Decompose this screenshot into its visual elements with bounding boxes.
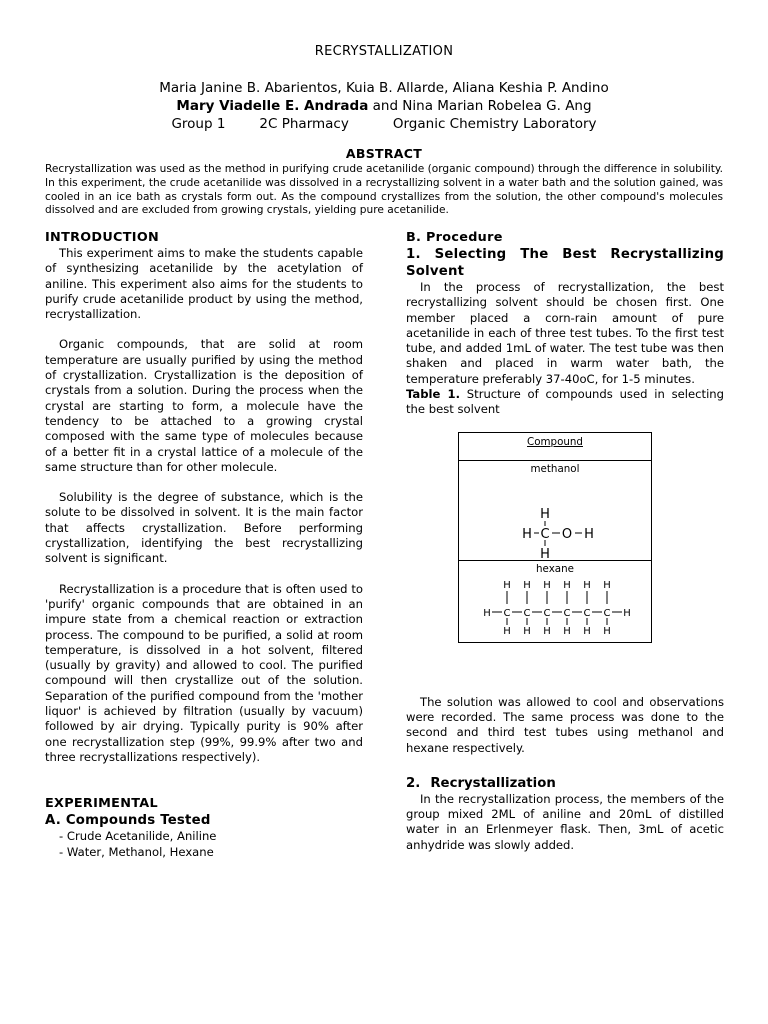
abstract-heading: ABSTRACT	[345, 146, 423, 161]
methanol-atom-h-top: H	[540, 506, 550, 522]
step2-number: 2.	[406, 775, 421, 791]
compound-table	[458, 432, 652, 643]
author-line-1: Maria Janine B. Abarientos, Kuia B. Allarde, Aliana Keshia P. Andino	[159, 80, 609, 96]
hexane-atom-h-right: H	[623, 607, 631, 619]
compound-name-methanol: methanol	[530, 462, 580, 475]
right-column	[406, 229, 724, 853]
compound-name-hexane: hexane	[536, 562, 574, 575]
abstract-text: Recrystallization was used as the method in purifying crude acetanilide (organic compound) through the difference in solubility. In this experiment, the crude acetanilide was dissolved in a recrystallizing solvent in a water bath and the solution gained, was cooled in an ice bath as crystals form out. As the compound crystallizes from the solution, the other compound's molecules dissolved and are excluded from growing crystals, yielding pure acetanilide.	[45, 163, 723, 217]
table-header	[459, 433, 651, 460]
hexane-atom-h-top: H	[503, 579, 511, 591]
step2-title-text: Recrystallization	[430, 775, 556, 791]
paper-title: RECRYSTALLIZATION	[314, 44, 454, 59]
hexane-atom-h-bottom: H	[563, 625, 571, 637]
left-column	[45, 229, 363, 860]
intro-paragraph-1: This experiment aims to make the students capable of synthesizing acetanilide by the acetylation of aniline. This experiment also aims for the students to purify crude acetanilide product by using the method, recrystallization.	[45, 246, 363, 322]
after-table-text: The solution was allowed to cool and observations were recorded. The same process was done to the second and third test tubes using methanol and hexane respectively.	[406, 694, 724, 755]
group-label: Group 1	[171, 116, 226, 132]
table-row-hexane	[459, 560, 651, 642]
hexane-atom-h-top: H	[583, 579, 591, 591]
table-caption-text: Structure of compounds used in selecting the best solvent	[406, 387, 724, 417]
table-header-label: Compound	[527, 435, 583, 448]
hexane-structure	[459, 576, 651, 642]
hexane-atom-h-top: H	[603, 579, 611, 591]
hexane-atom-h-bottom: H	[603, 625, 611, 637]
methanol-atom-h-right: H	[584, 526, 594, 542]
step1-title	[406, 246, 724, 280]
table-row-methanol	[459, 460, 651, 560]
hexane-atom-c: C	[543, 607, 551, 619]
hexane-atom-h-bottom: H	[523, 625, 531, 637]
hexane-atom-h-left: H	[483, 607, 491, 619]
intro-paragraph-4: Recrystallization is a procedure that is often used to 'purify' organic compounds that are obtained in an impure state from a chemical reaction or extraction process. The compound to be purified, a solid at room temperature, is dissolved in a hot solvent, filtered (usually by gravity) and allowed to cool. The purified compound will then crystallize out of the solution. Separation of the purified compound from the 'mother liquor' is achieved by filtration (usually by vacuum) followed by air drying. Typically purity is 90% after one recrystallization step (99%, 99.9% after two and three recrystallizations respectively).	[45, 581, 363, 764]
methanol-atom-h-left: H	[522, 526, 532, 542]
author-line-2	[0, 97, 768, 115]
compound-item-1: - Crude Acetanilide, Aniline	[59, 829, 217, 844]
experimental-heading: EXPERIMENTAL	[45, 796, 158, 812]
lab-label: Organic Chemistry Laboratory	[392, 116, 597, 132]
hexane-atom-c: C	[503, 607, 511, 619]
hexane-atom-c: C	[603, 607, 611, 619]
hexane-atom-c: C	[583, 607, 591, 619]
step1-text: In the process of recrystallization, the best recrystallizing solvent should be chosen first. One member placed a corn-rain amount of pure acetanilide in each of three test tubes. To the first test tube, and added 1mL of water. The test tube was then shaken and placed in warm water bath, the temperature preferably 37-40oC, for 1-5 minutes.	[406, 280, 724, 386]
hexane-atom-h-bottom: H	[543, 625, 551, 637]
author-block	[0, 79, 768, 133]
author-line-2-rest: and Nina Marian Robelea G. Ang	[368, 98, 592, 114]
hexane-atom-h-bottom: H	[503, 625, 511, 637]
table-caption	[406, 387, 724, 418]
methanol-atom-o: O	[561, 526, 573, 542]
intro-paragraph-3: Solubility is the degree of substance, which is the solute to be dissolved in solvent. It is the main factor that affects crystallization. Before performing crystallization, identifying the best recrystallizing solvent is significant.	[45, 490, 363, 566]
procedure-heading: B. Procedure	[406, 230, 503, 245]
hexane-atom-h-top: H	[563, 579, 571, 591]
step2-text: In the recrystallization process, the members of the group mixed 2ML of aniline and 20mL of distilled water in an Erlenmeyer flask. Then, 3mL of acetic anhydride was slowly added.	[406, 791, 724, 852]
table-caption-label: Table 1.	[406, 387, 460, 402]
hexane-atom-h-bottom: H	[583, 625, 591, 637]
compounds-tested-heading: A. Compounds Tested	[45, 813, 211, 829]
author-bold-name: Mary Viadelle E. Andrada	[176, 98, 369, 114]
step1-title-text: 1. Selecting The Best Recrystallizing Solvent	[406, 247, 724, 279]
step2-title	[406, 775, 724, 792]
intro-paragraph-2: Organic compounds, that are solid at room temperature are usually purified by using the method of crystallization. Crystallization is the deposition of crystals from a solution. During the process when the crystal are starting to form, a molecule have the tendency to be attached to a growing crystal composed with the same type of molecules because of a better fit in a crystal lattice of a molecule of the same structure than for other molecule.	[45, 337, 363, 474]
hexane-atom-h-top: H	[523, 579, 531, 591]
methanol-atom-h-bottom: H	[540, 546, 550, 560]
hexane-atom-h-top: H	[543, 579, 551, 591]
course-label: 2C Pharmacy	[259, 116, 349, 132]
compound-item-2: - Water, Methanol, Hexane	[59, 844, 214, 859]
hexane-atom-c: C	[563, 607, 571, 619]
methanol-atom-c: C	[540, 526, 550, 542]
introduction-heading: INTRODUCTION	[45, 230, 160, 245]
methanol-structure	[459, 476, 651, 560]
hexane-atom-c: C	[523, 607, 531, 619]
affiliation-line	[0, 115, 768, 133]
